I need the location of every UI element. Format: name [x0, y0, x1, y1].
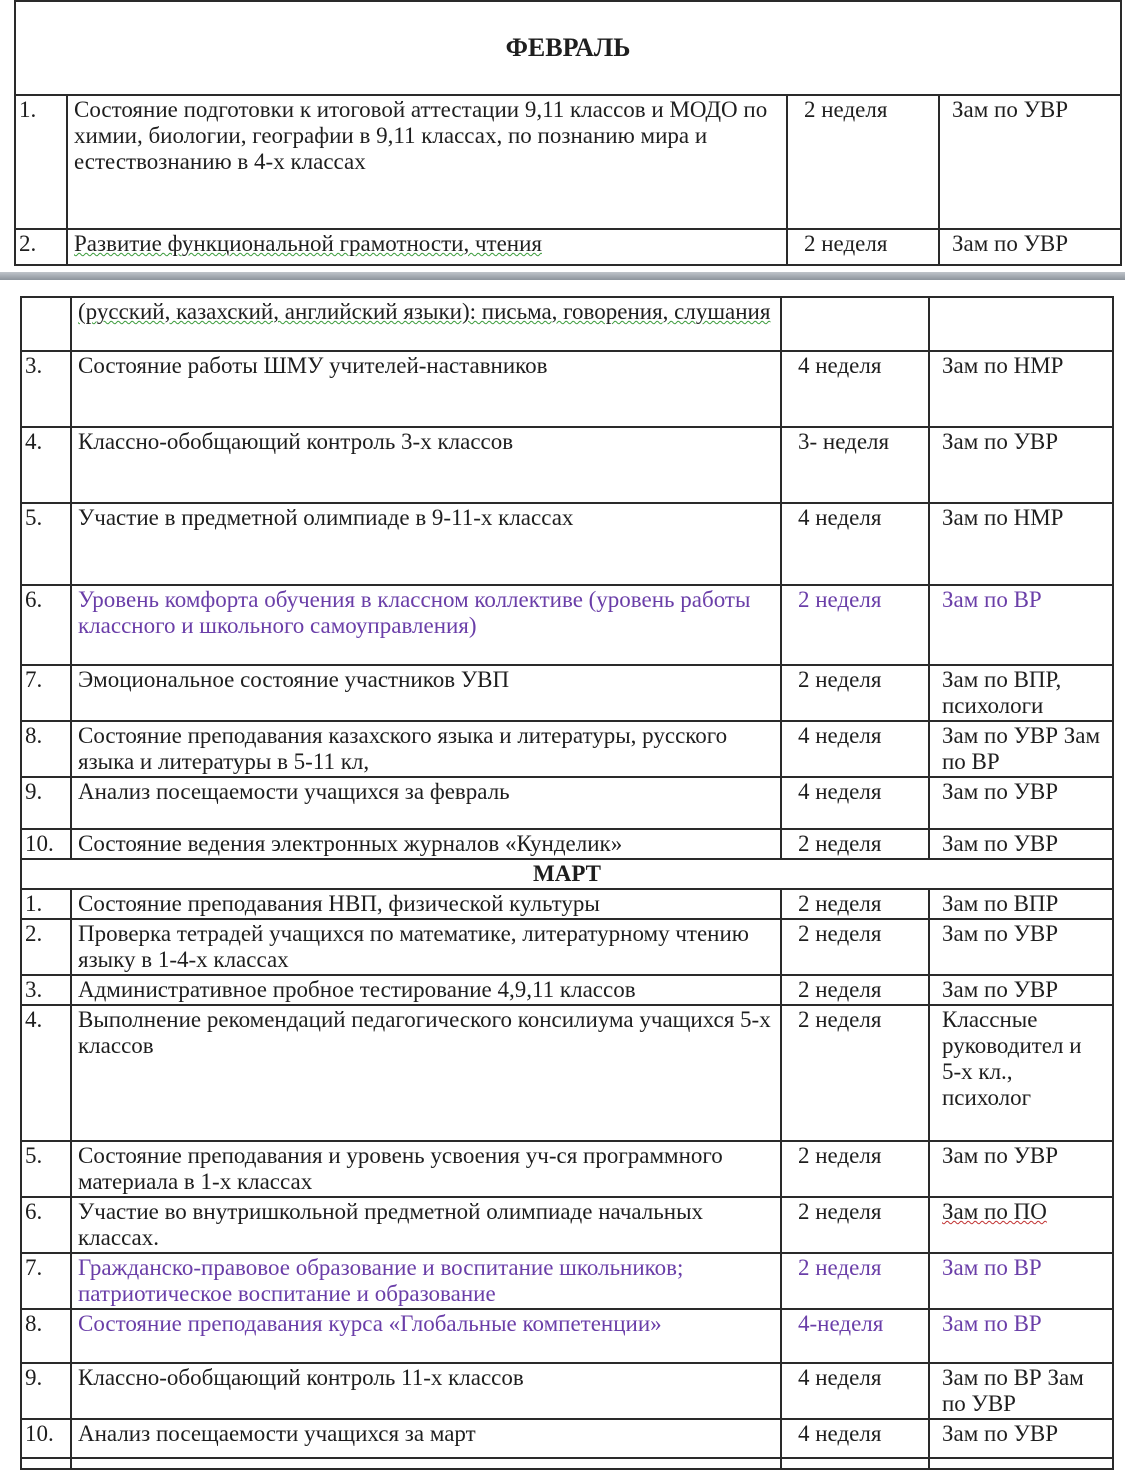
row-number: 7.: [21, 665, 71, 721]
row-when: 2 неделя: [781, 919, 929, 975]
row-who: Зам по УВР: [929, 975, 1113, 1005]
month-title-march: МАРТ: [21, 859, 1113, 889]
row-when: 2 неделя: [781, 1197, 929, 1253]
row-text: Состояние преподавания казахского языка и литературы, русского языка и литературы в 5-11 кл,: [71, 721, 781, 777]
row-number: 5.: [21, 1141, 71, 1197]
row-when: 4 неделя: [781, 1363, 929, 1419]
row-who: Зам по ВР: [929, 1309, 1113, 1363]
row-who: Зам по НМР: [929, 503, 1113, 585]
month-header-february: [15, 1, 1121, 95]
row-who: Зам по УВР: [929, 1419, 1113, 1469]
row-number: 1.: [21, 889, 71, 919]
row-when: 4 неделя: [781, 777, 929, 829]
table-row: [21, 297, 1113, 351]
row-text: Гражданско-правовое образование и воспитание школьников; патриотическое воспитание и образование: [71, 1253, 781, 1309]
row-text: Классно-обобщающий контроль 3-х классов: [71, 427, 781, 503]
row-number: [21, 297, 71, 351]
row-who: Зам по УВР: [929, 919, 1113, 975]
row-when: 4 неделя: [781, 1419, 929, 1469]
row-text-value: Развитие функциональной грамотности, чтения: [74, 231, 542, 256]
row-number: 10.: [21, 829, 71, 859]
row-text: Состояние ведения электронных журналов «Кунделик»: [71, 829, 781, 859]
table-row: [21, 1309, 1113, 1363]
row-text: Выполнение рекомендаций педагогического консилиума учащихся 5-х классов: [71, 1005, 781, 1141]
row-when: 4 неделя: [781, 721, 929, 777]
row-when: 2 неделя: [787, 229, 939, 265]
row-when: 2 неделя: [781, 889, 929, 919]
row-who: Зам по ВР: [929, 585, 1113, 665]
row-text: Проверка тетрадей учащихся по математике, литературному чтению языку в 1-4-х классах: [71, 919, 781, 975]
row-number: 9.: [21, 777, 71, 829]
row-when: 2 неделя: [781, 585, 929, 665]
row-who: [929, 1197, 1113, 1253]
table-row: [15, 95, 1121, 229]
row-who-value: Зам по ПО: [942, 1199, 1047, 1224]
row-when: 3- неделя: [781, 427, 929, 503]
row-text: Уровень комфорта обучения в классном коллективе (уровень работы классного и школьного самоуправления): [71, 585, 781, 665]
february-table-top: [14, 0, 1122, 266]
row-when: 2 неделя: [781, 665, 929, 721]
row-who: Зам по ВР Зам по УВР: [929, 1363, 1113, 1419]
row-number: 3.: [21, 975, 71, 1005]
table-row: [21, 975, 1113, 1005]
row-number: 2.: [15, 229, 67, 265]
row-number: 6.: [21, 585, 71, 665]
row-who: Зам по УВР: [929, 777, 1113, 829]
month-header-march: [21, 859, 1113, 889]
row-who: Зам по ВПР: [929, 889, 1113, 919]
row-text: [67, 229, 787, 265]
plan-table: [20, 296, 1114, 1470]
row-number: 1.: [15, 95, 67, 229]
table-row: [21, 721, 1113, 777]
row-who: Зам по УВР: [939, 95, 1121, 229]
table-row: [21, 919, 1113, 975]
row-text: [71, 297, 781, 351]
row-who: Зам по УВР: [929, 829, 1113, 859]
row-number: 8.: [21, 721, 71, 777]
row-number: 6.: [21, 1197, 71, 1253]
row-number: 4.: [21, 1005, 71, 1141]
row-when: 2 неделя: [781, 829, 929, 859]
table-row: [21, 777, 1113, 829]
table-row: [21, 351, 1113, 427]
row-text: Участие во внутришкольной предметной олимпиаде начальных классах.: [71, 1197, 781, 1253]
row-number: 2.: [21, 919, 71, 975]
row-when: [781, 297, 929, 351]
row-who: Зам по УВР Зам по ВР: [929, 721, 1113, 777]
row-when: 2 неделя: [781, 1253, 929, 1309]
table-row: [21, 503, 1113, 585]
row-text: Состояние подготовки к итоговой аттестации 9,11 классов и МОДО по химии, биологии, географии в 9,11 классах, по познанию мира и естествознанию в 4-х классах: [67, 95, 787, 229]
row-when: 2 неделя: [787, 95, 939, 229]
table-row: [21, 585, 1113, 665]
page-break: [0, 268, 1125, 288]
page-break-rule: [0, 272, 1125, 280]
row-text: Административное пробное тестирование 4,9,11 классов: [71, 975, 781, 1005]
row-who: Зам по УВР: [929, 427, 1113, 503]
row-who: Зам по НМР: [929, 351, 1113, 427]
month-title-february: ФЕВРАЛЬ: [15, 1, 1121, 95]
table-row: [21, 1253, 1113, 1309]
row-text: Эмоциональное состояние участников УВП: [71, 665, 781, 721]
row-when: 4 неделя: [781, 351, 929, 427]
row-text: Участие в предметной олимпиаде в 9-11-х классах: [71, 503, 781, 585]
table-row: [15, 229, 1121, 265]
row-who: Классные руководител и 5-х кл., психолог: [929, 1005, 1113, 1141]
row-who: Зам по УВР: [939, 229, 1121, 265]
table-row: [21, 829, 1113, 859]
row-who: Зам по ВР: [929, 1253, 1113, 1309]
row-text: Анализ посещаемости учащихся за февраль: [71, 777, 781, 829]
row-number: 4.: [21, 427, 71, 503]
row-when: 2 неделя: [781, 975, 929, 1005]
table-row: [21, 427, 1113, 503]
table-row: [21, 889, 1113, 919]
row-when: 2 неделя: [781, 1005, 929, 1141]
continuation-text: (русский, казахский, английский языки): письма, говорения, слушания: [78, 299, 771, 324]
table-row: [21, 1197, 1113, 1253]
table-row: [21, 1005, 1113, 1141]
row-when: 4-неделя: [781, 1309, 929, 1363]
row-who: Зам по УВР: [929, 1141, 1113, 1197]
row-number: 9.: [21, 1363, 71, 1419]
row-text: Состояние преподавания НВП, физической культуры: [71, 889, 781, 919]
row-number: 8.: [21, 1309, 71, 1363]
row-number: 10.: [21, 1419, 71, 1469]
row-text: Классно-обобщающий контроль 11-х классов: [71, 1363, 781, 1419]
table-row: [21, 1141, 1113, 1197]
row-text: Состояние преподавания и уровень усвоения уч-ся программного материала в 1-х классах: [71, 1141, 781, 1197]
row-number: 7.: [21, 1253, 71, 1309]
row-who: Зам по ВПР, психологи: [929, 665, 1113, 721]
row-text: Состояние работы ШМУ учителей-наставников: [71, 351, 781, 427]
row-when: 4 неделя: [781, 503, 929, 585]
row-text: Состояние преподавания курса «Глобальные компетенции»: [71, 1309, 781, 1363]
table-cutoff-edge: [20, 1457, 1112, 1467]
table-row: [21, 665, 1113, 721]
row-number: 5.: [21, 503, 71, 585]
table-row: [21, 1363, 1113, 1419]
row-text: Анализ посещаемости учащихся за март: [71, 1419, 781, 1469]
row-when: 2 неделя: [781, 1141, 929, 1197]
row-who: [929, 297, 1113, 351]
row-number: 3.: [21, 351, 71, 427]
